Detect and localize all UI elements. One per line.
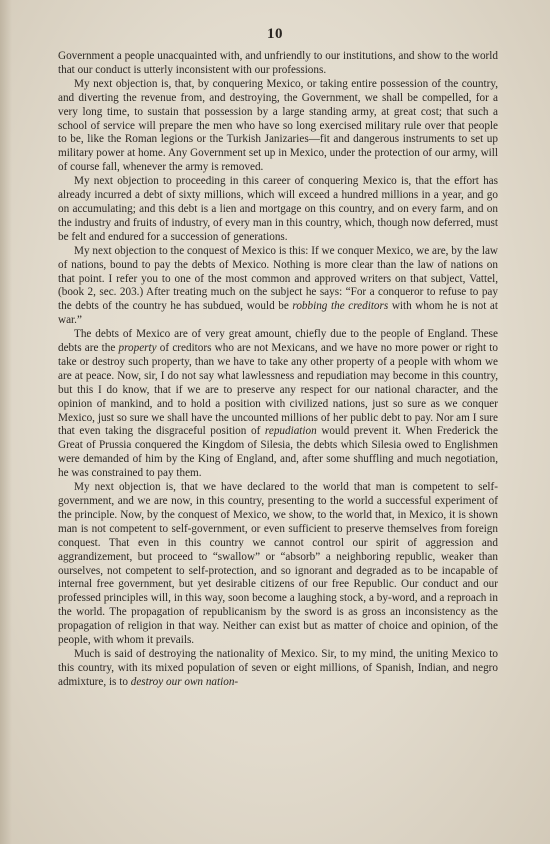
text-run: My next objection is, that, by conquering Mexico, or taking entire possession of the country, and diverting the revenue from, and destroying, the Government, we shall be compelled, for a very long time, to sustain that possession by a large standing army, at great cost; that such a school of service will prepare the men who have so long exercised military rule over that people to be, like the Roman legions or the Turkish Janizaries—fit and dangerous instruments to set up military power at home. Any Government set up in Mexico, under the protection of our army, will of course fall, whenever the army is removed. <box>58 77 498 174</box>
paragraph-nationality <box>58 648 498 690</box>
text-run: Government a people unacquainted with, and unfriendly to our institutions, and show to the world that our conduct is utterly inconsistent with our professions. <box>58 50 498 76</box>
text-run: with whom he is not at war.” <box>58 300 498 327</box>
page-gutter-shadow <box>0 0 12 844</box>
text-run: of creditors who are not Mexicans, and we have no more power or right to take or destroy such property, than we have to take any other property of a people with whom we are at peace. Now, sir, I do not say what lawlessness and repudiation may become in this country, but this I do know, that if we are to preserve any respect for our national character, and the opinion of mankind, and to hold a position with civilized nations, just so sure as we conquer Mexico, just so sure we shall have the uncounted millions of her public debt to pay. Nor am I sure that even taking the disgraceful position of <box>58 342 498 438</box>
text-run: My next objection is, that we have declared to the world that man is competent to self-government, and we are now, in this country, presenting to the world a successful experiment of the principle. Now, by the conquest of Mexico, we show, to the world that, in Mexico, it is shown man is not competent to self-government, or even sufficient to preserve themselves from foreign conquest. That even in this country we cannot control our spirit of aggression and aggrandizement, but proceed to “swallow” or “absorb” a neighboring republic, weaker than ourselves, not competent to self-protection, and so ignorant and degraded as to be incapable of internal free government, but yet desirable citizens of our free Republic. Our conduct and our professed principles will, in this way, soon become a laughing stock, a by-word, and a reproach in the world. The propagation of republicanism by the sword is as gross an inconsistency as the propagation of religion in that way. Neither can exist but as matter of choice and opinion, of the people, with whom it prevails. <box>58 481 498 647</box>
paragraph-objection-law-of-nations <box>58 245 498 328</box>
paragraph-objection-revenue <box>58 78 498 175</box>
body-text <box>58 50 498 690</box>
italic-phrase: repudiation <box>264 425 317 438</box>
paragraph-debts-england <box>58 328 498 481</box>
text-run: would prevent it. When Frederick the Great of Prussia conquered the Kingdom of Silesia, the debts which Silesia owed to Englishmen were demanded of him by the King of England, and, after some shuffling and much negotiation, he was constrained to pay them. <box>58 425 498 480</box>
paragraph-objection-self-government <box>58 481 498 648</box>
text-run: Much is said of destroying the nationality of Mexico. Sir, to my mind, the uniting Mexico to this country, with its mixed population of seven or eight millions, of Spanish, Indian, and negro admixture, is to <box>58 647 498 688</box>
italic-phrase: robbing the creditors <box>292 300 389 313</box>
page-number: 10 <box>267 26 283 42</box>
text-run: My next objection to proceeding in this career of conquering Mexico is, that the effort has already incurred a debt of sixty millions, which will exceed a hundred millions in a year, and go on accumulating; and this debt is a lien and mortgage on this country, and on every farm, and on the industry and fruits of industry, of every man in this country, which, though now deferred, must be felt and endured for a succession of generations. <box>58 175 498 243</box>
text-run: My next objection to the conquest of Mexico is this: If we conquer Mexico, we are, by the law of nations, bound to pay the debts of Mexico. Nothing is more clear than the law of nations on that point. I refer you to one of the most common and approved writers on that subject, Vattel, (book 2, sec. 203.) After treating much on the subject he says: “For a conqueror to refuse to pay the debts of the country he has subdued, would be <box>58 244 498 313</box>
text-run: The debts of Mexico are of very great amount, chiefly due to the people of England. These debts are the <box>58 328 498 355</box>
italic-phrase: destroy our own nation- <box>130 675 239 688</box>
paragraph-continuation <box>58 50 498 78</box>
paragraph-objection-debt <box>58 175 498 245</box>
italic-phrase: property <box>118 342 157 355</box>
